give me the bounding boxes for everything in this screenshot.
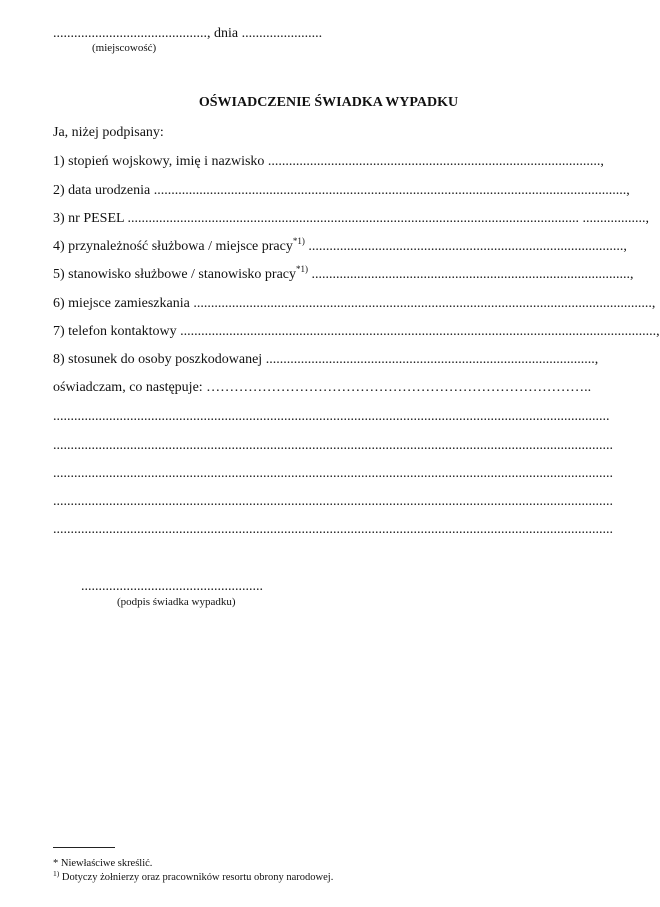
blank-line: ................................................................................................................................................................ [53,466,613,481]
blank-line: ................................................................................................................................................................ [53,438,613,453]
field-dots: .............................................................................................., [265,352,599,367]
field-affiliation [53,236,627,255]
place-caption: (miejscowość) [92,42,157,54]
field-label: 5) stanowisko służbowe / stanowisko pracy [53,267,297,282]
field-position [53,264,634,283]
field-relation [53,352,598,368]
statement-dots: ……………………………………………………………………….. [206,380,592,395]
field-label: 1) stopień wojskowy, imię i nazwisko [53,154,265,169]
field-label: 6) miejsce zamieszkania [53,296,190,311]
field-label: 7) telefon kontaktowy [53,324,177,339]
field-dots: ......................................................................................................................................., [153,183,630,198]
footnote-star: * Niewłaściwe skreślić. [53,858,153,869]
footnote-number: 1) [53,869,60,878]
place-date-line: ............................................, dnia ....................... [53,26,323,41]
blank-line: ............................................................................................................................................................... [53,409,610,424]
field-dots: ........................................................................................................................................, [180,324,660,339]
field-label: 2) data urodzenia [53,183,151,198]
signature-caption: (podpis świadka wypadku) [117,596,236,608]
field-dots: .........................................................................................., [308,239,627,254]
statement-label: oświadczam, co następuje: [53,380,203,395]
field-birth-date [53,183,630,199]
field-pesel [53,211,650,227]
field-label: 8) stosunek do osoby poszkodowanej [53,352,263,367]
field-rank-name [53,154,604,170]
signature-line: .................................................... [81,579,263,594]
footnote-text: Dotyczy żołnierzy oraz pracowników resortu obrony narodowej. [59,872,334,883]
field-label: 4) przynależność służbowa / miejsce pracy [53,239,293,254]
intro-text: Ja, niżej podpisany: [53,125,164,140]
field-dots: ..........................................................................................., [311,267,634,282]
blank-line: ................................................................................................................................................................ [53,522,613,537]
blank-line: ................................................................................................................................................................ [53,494,613,509]
field-label: 3) nr PESEL [53,211,125,226]
field-residence [53,296,656,312]
footnote-mark: *1) [292,236,305,246]
field-phone [53,324,660,340]
footnote-mark: *1) [296,264,309,274]
statement-line [53,380,598,396]
document-title: OŚWIADCZENIE ŚWIADKA WYPADKU [198,95,459,110]
field-dots: ................................................................................................................................. .................., [127,211,650,226]
footnote-one [53,869,334,883]
footnote-divider [53,847,115,848]
field-dots: ..................................................................................................................................., [193,296,656,311]
field-dots: ..............................................................................................., [267,154,604,169]
